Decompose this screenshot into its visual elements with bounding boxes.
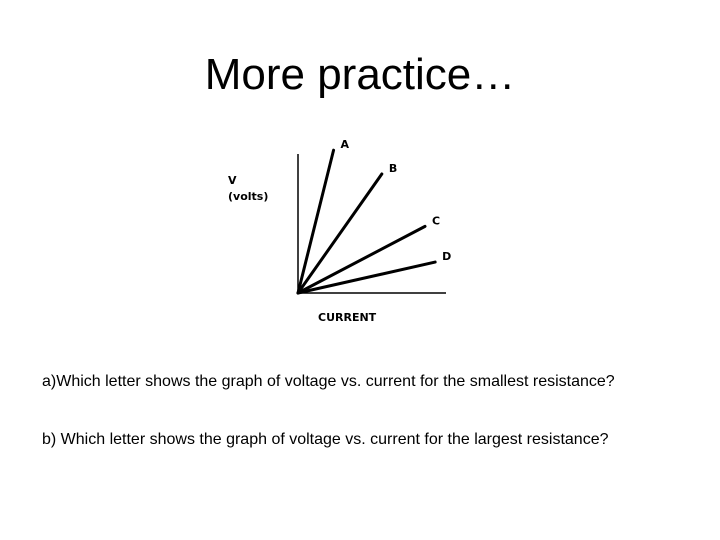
series-group bbox=[298, 140, 451, 293]
question-a: a)Which letter shows the graph of voltage vs. current for the smallest resistance? bbox=[42, 373, 615, 390]
series-label-a: A bbox=[340, 140, 350, 152]
question-b: b) Which letter shows the graph of voltage vs. current for the largest resistance? bbox=[42, 431, 609, 448]
series-line-b bbox=[298, 174, 382, 293]
series-line-c bbox=[298, 226, 425, 293]
series-label-b: B bbox=[388, 162, 398, 175]
y-axis-label-line1: V bbox=[228, 174, 237, 187]
series-label-d: D bbox=[442, 250, 452, 264]
series-line-a bbox=[298, 150, 334, 293]
voltage-current-chart bbox=[218, 140, 458, 330]
chart-svg bbox=[218, 140, 458, 330]
series-label-c: C bbox=[432, 214, 441, 228]
slide-title: More practice… bbox=[204, 50, 516, 99]
series-line-d bbox=[298, 262, 435, 293]
y-axis-label-line2: (volts) bbox=[228, 190, 269, 203]
x-axis-label: CURRENT bbox=[318, 311, 377, 324]
